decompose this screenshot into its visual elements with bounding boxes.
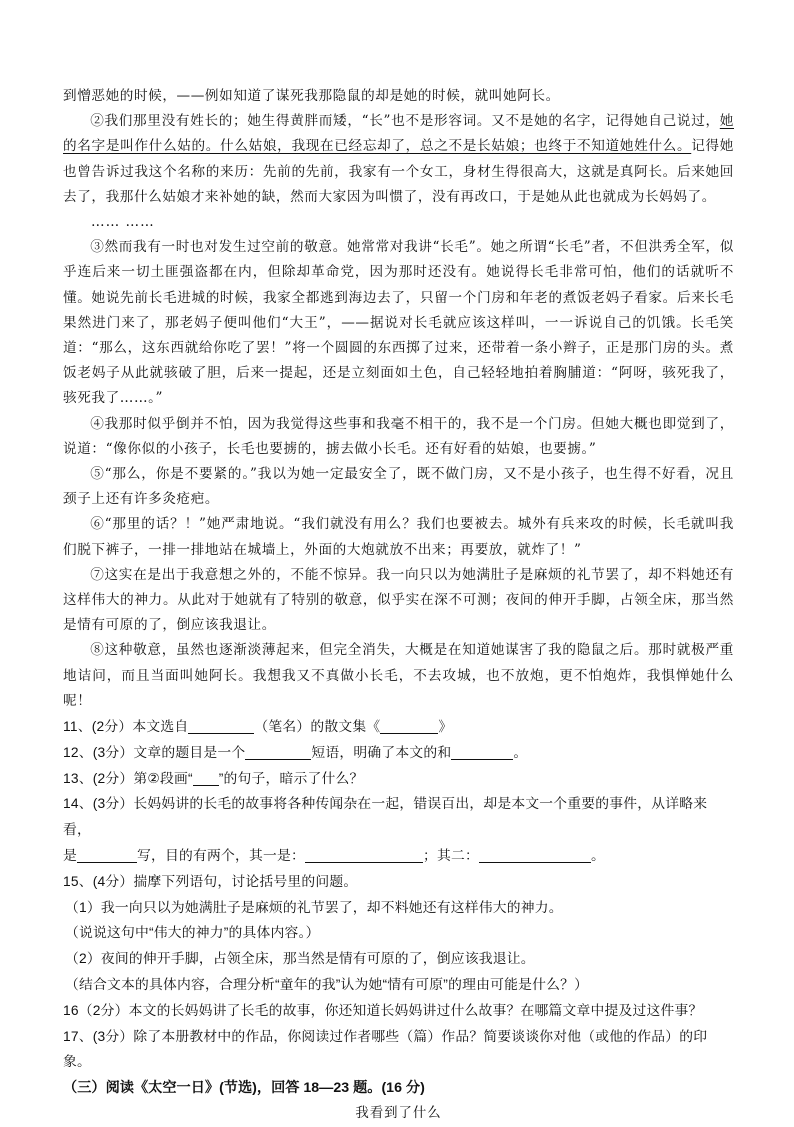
answer-blank[interactable] [380,719,438,734]
paragraph-7: ⑦这实在是出于我意想之外的，不能不惊异。我一向只以为她满肚子是麻烦的礼节罢了，却不料她还有这样伟大的神力。从此对于她就有了特别的敬意，似乎实在深不可测；夜间的伸开手脚，占领全床，那当然是情有可原的了，倒应该我退让。 [63,566,734,634]
ellipsis-omission: …… …… [91,214,155,231]
paragraph-5: ⑤“那么，你是不要紧的。”我以为她一定最安全了，既不做门房，又不是小孩子，也生得不好看，况且颈子上还有许多灸疮疤。 [63,466,734,508]
paragraph-2-text-b: 记得她也曾告诉过我这个名称的来历：先前的先前，我家有一个女工，身材生得很高大，这就是真阿长。后来她回去了，我那什么姑娘才来补她的缺，然而大家因为叫惯了，没有再改口，于是她从此也就成为长妈妈了。 [63,138,734,205]
question-15-item-2-note: （结合文本的具体内容，合理分析“童年的我”认为她“情有可原”的理由可能是什么？） [65,977,589,993]
question-17: 17、(3分）除了本册教材中的作品，你阅读过作者哪些（篇）作品？简要谈谈你对他（或他的作品）的印象。 [63,1028,708,1070]
paragraph-2-text-a: ②我们那里没有姓长的；她生得黄胖而矮，“长”也不是形容词。又不是她的名字，记得她自己说过， [90,113,720,130]
question-15-item-1: （1）我一向只以为她满肚子是麻烦的礼节罢了，却不料她还有这样伟大的神力。 [65,899,563,915]
question-15: 15、(4分）揣摩下列语句，讨论括号里的问题。 [63,873,358,889]
answer-blank[interactable] [77,848,137,863]
question-14: 14、(3分）长妈妈讲的长毛的故事将各种传闻杂在一起，错误百出，却是本文一个重要的事件，从详略来看， 是 写，目的有两个，其一是： ；其二： 。 [63,796,708,864]
answer-blank[interactable] [451,745,513,760]
paragraph-4: ④我那时似乎倒并不怕，因为我觉得这些事和我毫不相干的，我不是一个门房。但她大概也即觉到了，说道：“像你似的小孩子，长毛也要掳的，掳去做小长毛。还有好看的姑娘，也要掳。” [63,415,734,457]
passage [63,84,734,714]
section-3-heading: （三）阅读《太空一日》(节选)，回答 18—23 题。(16 分) [63,1080,425,1097]
section-3-subtitle: 我看到了什么 [355,1106,442,1122]
passage-line-continuation: 到憎恶她的时候，——例如知道了谋死我那隐鼠的却是她的时候，就叫她阿长。 [63,88,560,104]
question-16: 16（2分）本文的长妈妈讲了长毛的故事，你还知道长妈妈讲过什么故事？在哪篇文章中提及过这件事？ [63,1002,703,1018]
questions [63,714,734,1075]
paragraph-8: ⑧这种敬意，虽然也逐渐淡薄起来，但完全消失，大概是在知道她谋害了我的隐鼠之后。那时就极严重地诘问，而且当面叫她阿长。我想我又不真做小长毛，不去攻城，也不放炮，更不怕炮炸，我惧惮她什么呢！ [63,642,734,709]
paragraph-6: ⑥“那里的话？！”她严肃地说。“我们就没有用么？我们也要被去。城外有兵来攻的时候，长毛就叫我们脱下裤子，一排一排地站在城墙上，外面的大炮就放不出来；再要放，就炸了！” [63,516,734,558]
paragraph-3: ③然而我有一时也对发生过空前的敬意。她常常对我讲“长毛”。她之所谓“长毛”者，不但洪秀全军，似乎连后来一切土匪强盗都在内，但除却革命党，因为那时还没有。她说得长毛非常可怕，他们的话就听不懂。她说先前长毛进城的时候，我家全都逃到海边去了，只留一个门房和年老的煮饭老妈子看家。后来长毛果然进门来了，那老妈子便叫他们“大王”，——据说对长毛就应该这样叫，一一诉说自己的饥饿。长毛笑道：“那么，这东西就给你吃了罢！”将一个圆圆的东西掷了过来，还带着一条小辫子，正是那门房的头。煮饭老妈子从此就骇破了胆，后来一提起，还是立刻面如土色，自己轻轻地拍着胸脯道：“阿呀，骇死我了，骇死我了……。” [63,239,734,407]
question-11: 11、(2分）本文选自 （笔名）的散文集《 》 [63,719,453,735]
question-15-item-2: （2）夜间的伸开手脚，占领全床，那当然是情有可原的了，倒应该我退让。 [65,951,535,967]
question-15-item-1-note: （说说这句中“伟大的神力”的具体内容。） [65,925,320,941]
answer-blank[interactable] [479,848,591,863]
question-13: 13、(2分）第②段画“ ”的句子，暗示了什么？ [63,770,364,786]
answer-blank[interactable] [188,719,254,734]
paragraph-2 [63,109,734,210]
answer-blank[interactable] [193,771,219,786]
question-12: 12、(3分）文章的题目是一个 短语，明确了本文的和 。 [63,744,528,760]
underlined-sentence: 她的名字是叫作什么姑的。什么姑娘，我现在已经忘却了，总之不是长姑娘；也终于不知道她姓什么。 [63,113,734,155]
answer-blank[interactable] [305,848,423,863]
answer-blank[interactable] [245,745,311,760]
